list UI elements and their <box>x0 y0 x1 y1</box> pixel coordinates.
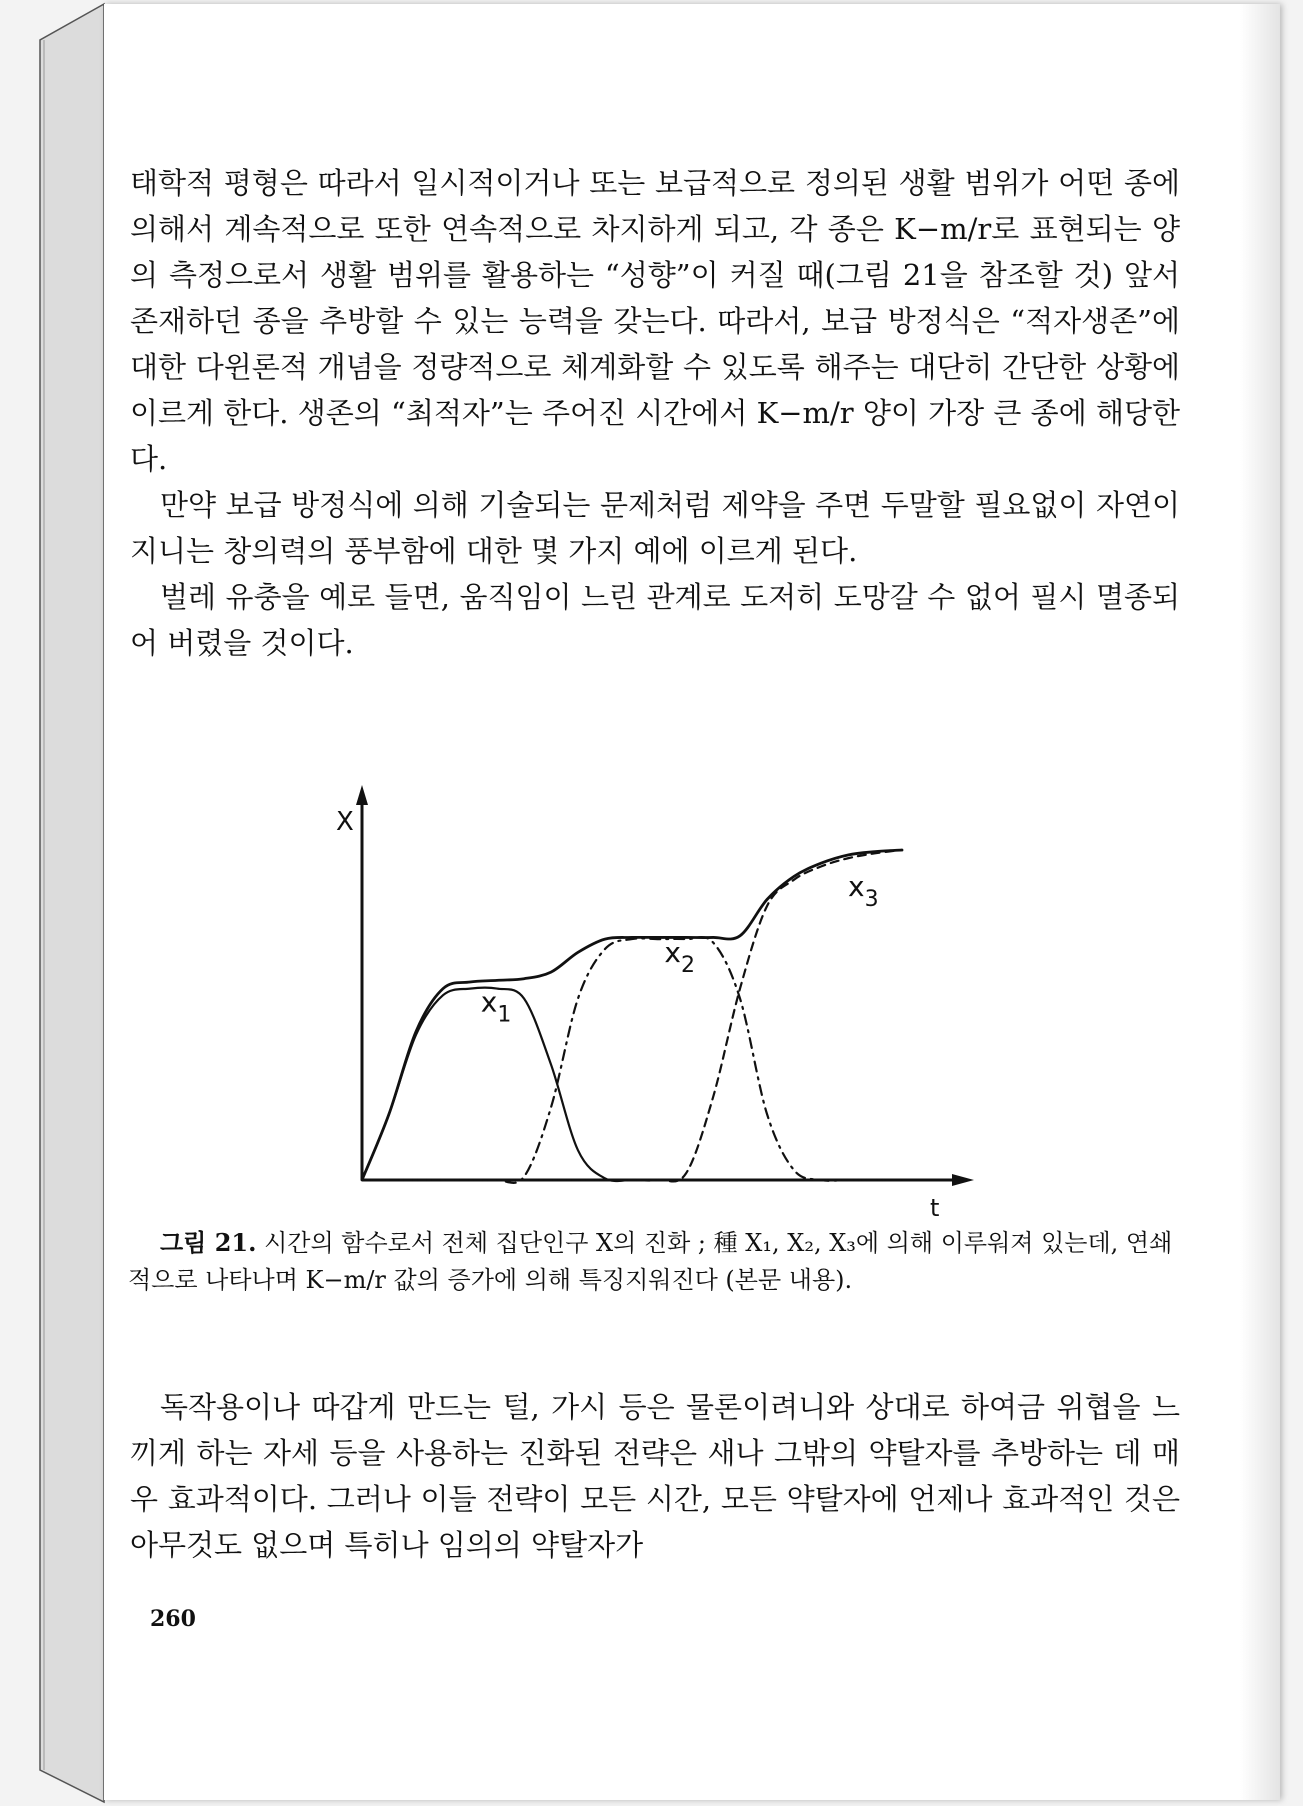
page-number: 260 <box>150 1606 196 1632</box>
page-edge-shade <box>1240 4 1280 1800</box>
body-text-bottom <box>130 1384 1180 1568</box>
chart-series <box>362 850 902 1183</box>
paragraph-1: 태학적 평형은 따라서 일시적이거나 또는 보급적으로 정의된 생활 범위가 어떤 종에 의해서 계속적으로 또한 연속적으로 차지하게 되고, 각 종은 K−m/r로 표현되는 양의 측정으로서 생활 범위를 활용하는 “성향”이 커질 때(그림 21을 참조할 것) 앞서 존재하던 종을 추방할 수 있는 능력을 갖는다. 따라서, 보급 방정식은 “적자생존”에 대한 다윈론적 개념을 정량적으로 체계화할 수 있도록 해주는 대단히 간단한 상황에 이르게 한다. 생존의 “최적자”는 주어진 시간에서 K−m/r 양이 가장 큰 종에 해당한다. <box>130 166 1180 476</box>
y-axis-arrow <box>356 785 368 805</box>
curve-label-x2: $x_2$ <box>664 936 695 979</box>
curve-label-x1: $x_1$ <box>480 985 512 1028</box>
caption-text: 시간의 함수로서 전체 집단인구 X의 진화 ; 種 X₁, X₂, X₃에 의해 이루워져 있는데, 연쇄적으로 나타나며 K−m/r 값의 증가에 의해 특징지워진다 (본문 내용). <box>128 1229 1173 1294</box>
paragraph-2: 만약 보급 방정식에 의해 기술되는 문제처럼 제약을 주면 두말할 필요없이 자연이 지니는 창의력의 풍부함에 대한 몇 가지 예에 이르게 된다. <box>130 488 1180 568</box>
series-line-x1 <box>362 985 902 1181</box>
figure-caption <box>128 1224 1188 1299</box>
body-text-top <box>130 160 1180 666</box>
series-line-x3 <box>362 850 902 1181</box>
y-axis-label: X <box>336 807 354 837</box>
series-line-x <box>362 850 902 1180</box>
caption-label: 그림 21. <box>160 1228 257 1257</box>
curve-label-x3: $x_3$ <box>848 870 879 913</box>
x-axis-arrow <box>952 1174 974 1186</box>
figure-21-chart <box>312 770 1032 1230</box>
paragraph-3: 벌레 유충을 예로 들면, 움직임이 느린 관계로 도저히 도망갈 수 없어 필시 멸종되어 버렸을 것이다. <box>130 580 1180 660</box>
x-axis-label: t <box>930 1194 940 1222</box>
series-line-x2 <box>362 937 902 1183</box>
paragraph-4: 독작용이나 따갑게 만드는 털, 가시 등은 물론이려니와 상대로 하여금 위협을 느끼게 하는 자세 등을 사용하는 진화된 전략은 새나 그밖의 약탈자를 추방하는 데 매우 효과적이다. 그러나 이들 전략이 모든 시간, 모든 약탈자에 언제나 효과적인 것은 아무것도 없으며 특히나 임의의 약탈자가 <box>130 1390 1180 1562</box>
